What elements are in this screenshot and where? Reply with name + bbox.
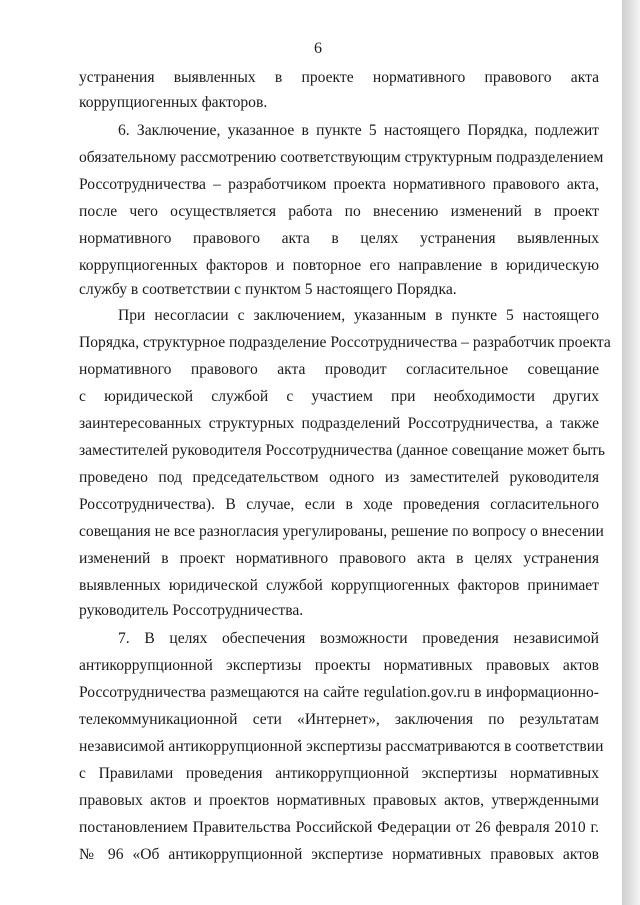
text-line: 6. Заключение, указанное в пункте 5 настоящего Порядка, подлежит: [118, 122, 599, 139]
text-line: При несогласии с заключением, указанным в пункте 5 настоящего: [118, 307, 599, 324]
text-line: постановлением Правительства Российской Федерации от 26 февраля 2010 г.: [79, 819, 599, 836]
text-line: коррупциогенных факторов.: [79, 94, 268, 111]
page-number: 6: [314, 40, 322, 57]
text-line: проведено под председательством одного из заместителей руководителя: [79, 469, 599, 486]
text-line: телекоммуникационной сети «Интернет», заключения по результатам: [79, 711, 599, 728]
text-line: коррупциогенных факторов и повторное его направление в юридическую: [79, 257, 599, 274]
text-line: совещания не все разногласия урегулированы, решение по вопросу о внесении: [79, 523, 604, 540]
text-line: правовых актов и проектов нормативных правовых актов, утвержденными: [79, 792, 599, 809]
text-line: № 96 «Об антикоррупционной экспертизе нормативных правовых актов: [79, 846, 599, 863]
text-line: Порядка, структурное подразделение Россотрудничества – разработчик проекта: [79, 334, 611, 351]
text-line: изменений в проект нормативного правового акта в целях устранения: [79, 550, 599, 567]
text-line: независимой антикоррупционной экспертизы рассматриваются в соответствии: [79, 738, 604, 755]
text-line: руководитель Россотрудничества.: [79, 602, 304, 619]
text-line: выявленных юридической службой коррупциогенных факторов принимает: [79, 577, 599, 594]
text-line: антикоррупционной экспертизы проекты нормативных правовых актов: [79, 657, 599, 674]
text-line: нормативного правового акта в целях устранения выявленных: [79, 230, 599, 247]
text-line: заинтересованных структурных подразделений Россотрудничества, а также: [79, 415, 599, 432]
text-line: Россотрудничества – разработчиком проекта нормативного правового акта,: [79, 176, 599, 193]
text-line: обязательному рассмотрению соответствующим структурным подразделением: [79, 149, 604, 166]
page-edge-shadow: [622, 0, 640, 905]
text-line: нормативного правового акта проводит согласительное совещание: [79, 361, 599, 378]
text-line: заместителей руководителя Россотрудничества (данное совещание может быть: [79, 442, 605, 459]
text-line: устранения выявленных в проекте нормативного правового акта: [79, 69, 599, 86]
text-line: Россотрудничества). В случае, если в ходе проведения согласительного: [79, 496, 599, 513]
text-line: с юридической службой с участием при необходимости других: [79, 388, 599, 405]
text-line: Россотрудничества размещаются на сайте regulation.gov.ru в информационно-: [79, 684, 599, 701]
text-line: с Правилами проведения антикоррупционной экспертизы нормативных: [79, 765, 599, 782]
text-line: после чего осуществляется работа по внесению изменений в проект: [79, 203, 599, 220]
text-line: службу в соответствии с пунктом 5 настоящего Порядка.: [79, 281, 457, 298]
text-line: 7. В целях обеспечения возможности проведения независимой: [118, 630, 599, 647]
